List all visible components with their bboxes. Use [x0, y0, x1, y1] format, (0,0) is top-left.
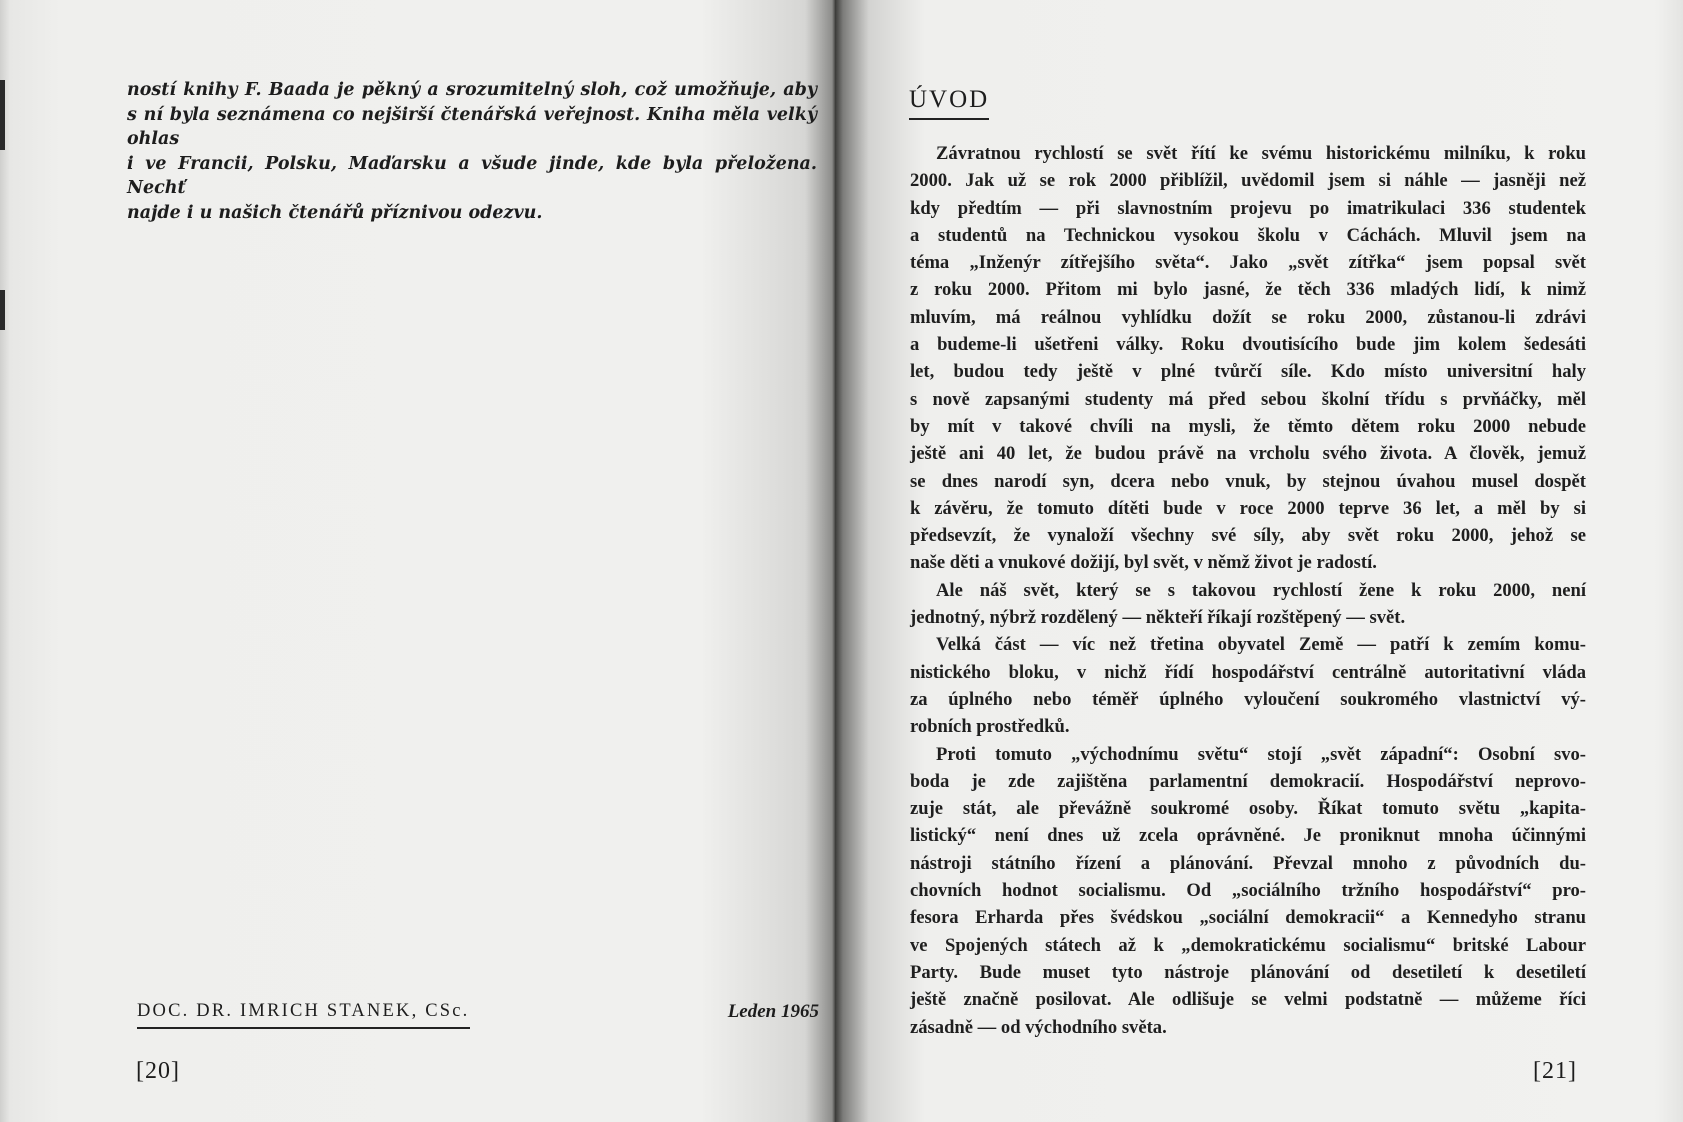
text-line: zuje stát, ale převážně soukromé osoby. Říkat tomuto světu „kapita- — [910, 798, 1586, 820]
text-line: Proti tomuto „východnímu světu“ stojí „svět západní“: Osobní svo- — [936, 743, 1586, 765]
text-line: kdy předtím — při slavnostním projevu po imatrikulaci 336 studentek — [910, 197, 1586, 219]
text-line: naše děti a vnukové dožijí, byl svět, v němž život je radostí. — [910, 552, 1377, 574]
text-line: Ale náš svět, který se s takovou rychlostí žene k roku 2000, není — [936, 579, 1586, 601]
text-line: Závratnou rychlostí se svět řítí ke svému historickému milníku, k roku — [936, 143, 1586, 164]
text-line: a studentů na Technickou vysokou školu v Cáchách. Mluvil jsem na — [910, 224, 1586, 246]
author-name: DOC. DR. IMRICH STANEK, CSc. — [137, 1001, 470, 1029]
text-line: k závěru, že tomuto dítěti bude v roce 2000 teprve 36 let, a měl by si — [910, 497, 1586, 519]
page-number-right: [21] — [1533, 1058, 1577, 1084]
text-line: 2000. Jak už se rok 2000 přiblížil, uvědomil jsem si náhle — jasněji než — [910, 170, 1586, 192]
text-line: i ve Francii, Polsku, Maďarsku a všude jinde, kde byla přeložena. Nechť — [127, 153, 817, 199]
text-line: boda je zde zajištěna parlamentní demokracií. Hospodářství neprovo- — [910, 770, 1586, 792]
text-line: ještě ani 40 let, že budou právě na vrcholu svého života. A člověk, jemuž — [910, 443, 1586, 465]
intro-paragraph — [127, 78, 817, 226]
signature-block — [137, 1001, 819, 1031]
text-line: z roku 2000. Přitom mi bylo jasné, že těch 336 mladých lidí, k nimž — [910, 279, 1586, 301]
text-line: chovních hodnot socialismu. Od „sociálního tržního hospodářství“ pro- — [910, 880, 1586, 902]
chapter-title: ÚVOD — [909, 86, 989, 120]
text-line: téma „Inženýr zítřejšího světa“. Jako „svět zítřka“ jsem popsal svět — [910, 252, 1586, 274]
text-line: nástroji státního řízení a plánování. Převzal mnoho z původních du- — [910, 852, 1586, 874]
left-page — [0, 0, 835, 1122]
text-line: fesora Erharda přes švédskou „sociální demokracii“ a Kennedyho stranu — [910, 907, 1586, 929]
signature-date: Leden 1965 — [727, 1001, 819, 1022]
text-line: listický“ není dnes už zcela oprávněné. Je proniknut mnoha účinnými — [910, 825, 1586, 847]
text-line: ve Spojených státech až k „demokratickému socialismu“ britské Labour — [910, 934, 1586, 956]
chapter-body — [910, 140, 1586, 1041]
text-line: ností knihy F. Baada je pěkný a srozumitelný sloh, což umožňuje, aby — [127, 80, 817, 100]
text-line: let, budou tedy ještě v plné tvůrčí síle. Kdo místo universitní haly — [910, 361, 1586, 383]
text-line: s nově zapsanými studenty má před sebou školní třídu s prvňáčky, měl — [910, 388, 1586, 410]
text-line: Party. Bude muset tyto nástroje plánování od desetiletí k desetiletí — [910, 961, 1586, 983]
text-line: ještě značně posilovat. Ale odlišuje se velmi podstatně — můžeme říci — [910, 989, 1586, 1011]
text-line: by mít v takové chvíli na mysli, že těmto dětem roku 2000 nebude — [910, 415, 1586, 437]
text-line: a budeme-li ušetřeni války. Roku dvoutisícího bude jim kolem šedesáti — [910, 334, 1586, 356]
text-line: najde i u našich čtenářů příznivou odezvu. — [127, 202, 543, 223]
text-line: robních prostředků. — [910, 716, 1070, 738]
page-number-left: [20] — [136, 1058, 180, 1084]
text-line: předsevzít, že vynaloží všechny své síly, aby svět roku 2000, jehož se — [910, 525, 1586, 547]
text-line: mluvím, má reálnou vyhlídku dožít se roku 2000, zůstanou-li zdrávi — [910, 306, 1586, 328]
text-line: jednotný, nýbrž rozdělený — někteří říkají rozštěpený — svět. — [910, 607, 1406, 629]
text-line: zásadně — od východního světa. — [910, 1016, 1167, 1038]
text-line: za úplného nebo téměř úplného vyloučení soukromého vlastnictví vý- — [910, 688, 1586, 710]
text-line: nistického bloku, v nichž řídí hospodářství centrálně autoritativní vláda — [910, 661, 1586, 683]
text-line: se dnes narodí syn, dcera nebo vnuk, by stejnou úvahou musel dospět — [910, 470, 1586, 492]
text-line: s ní byla seznámena co nejširší čtenářská veřejnost. Kniha měla velký ohlas — [127, 104, 817, 150]
text-line: Velká část — víc než třetina obyvatel Země — patří k zemím komu- — [936, 634, 1586, 656]
page-edge-mark — [0, 290, 5, 330]
page-edge-mark — [0, 80, 5, 150]
